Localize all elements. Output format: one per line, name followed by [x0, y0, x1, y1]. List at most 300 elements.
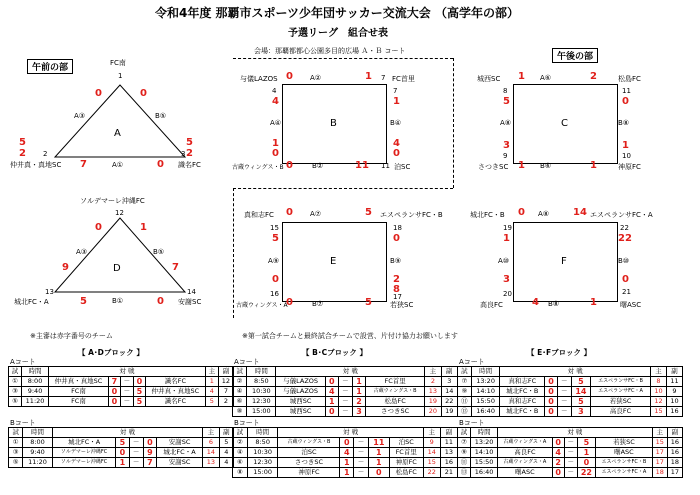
score: 0	[272, 274, 279, 285]
table-cell: 5	[577, 438, 595, 448]
note-setup: ※第一試合チームと最終試合チームで設営、片付け協力お願いします	[242, 332, 458, 340]
column-header: 副	[666, 367, 682, 377]
table-cell: 8	[651, 377, 667, 387]
score: 1	[393, 96, 400, 107]
table-cell: －	[120, 387, 133, 397]
table-cell: ⑧	[233, 468, 248, 478]
table-cell: 高良FC	[591, 407, 651, 417]
table-cell: ⑨	[458, 387, 472, 397]
table-cell: －	[354, 458, 369, 468]
column-header: 試	[9, 428, 23, 438]
table-cell: 与儀LAZOS	[276, 377, 325, 387]
column-header: 時間	[22, 367, 49, 377]
table-row	[233, 458, 458, 468]
score: 5	[503, 96, 510, 107]
page-subtitle: 予選リーグ 組合せ表	[288, 28, 388, 39]
table-row	[9, 458, 234, 468]
match-label: A③	[74, 112, 86, 120]
table-cell: 10:30	[247, 387, 276, 397]
match-label: B⑩	[618, 257, 630, 265]
table-cell: 12:30	[247, 458, 278, 468]
table-cell: 若狭SC	[591, 397, 651, 407]
table-cell: ⑦	[458, 438, 471, 448]
match-label: B⑤	[155, 112, 167, 120]
table-cell: 識名FC	[145, 377, 205, 387]
court-label: Aコート	[234, 358, 260, 366]
team: 与儀LAZOS	[240, 75, 278, 83]
note-referee: ※主審は赤字番号のチーム	[30, 332, 113, 340]
table-cell: 13:20	[471, 438, 498, 448]
score: 1	[590, 297, 597, 308]
table-cell: 14:10	[471, 387, 500, 397]
table-cell: 7	[108, 377, 120, 387]
table-header-row	[9, 428, 234, 438]
table-cell: 3	[441, 377, 457, 387]
table-cell: 15:50	[471, 397, 500, 407]
block-title: 【 E･Fブロック 】	[527, 348, 592, 357]
match-label: A③	[76, 248, 88, 256]
table-cell: 13	[440, 448, 457, 458]
table-row	[458, 407, 683, 417]
table-cell: FC首里	[389, 448, 423, 458]
table-cell: －	[338, 387, 352, 397]
table-cell: 12:30	[247, 397, 276, 407]
score: 1	[518, 71, 525, 82]
table-cell: エスペランサFC・A	[591, 387, 651, 397]
table-cell: －	[129, 458, 143, 468]
score: 1	[590, 160, 597, 171]
match-label: A⑦	[310, 210, 322, 218]
score: 0	[518, 207, 525, 218]
table-cell: 0	[368, 468, 389, 478]
table-cell: 古蔵ウィングス・A	[498, 458, 553, 468]
column-header: 主	[205, 367, 218, 377]
table-cell: 城北FC・B	[500, 407, 545, 417]
table-row	[458, 458, 683, 468]
score: 7	[172, 262, 179, 273]
column-header: 副	[218, 367, 233, 377]
morning-tag: 午前の部	[27, 59, 73, 74]
table-cell: FC首里	[366, 377, 425, 387]
group-letter-f: F	[561, 256, 567, 267]
table-cell: 13	[425, 387, 441, 397]
schedule-table	[232, 427, 458, 478]
table-cell: 15:00	[247, 468, 278, 478]
table-cell: 1	[352, 387, 365, 397]
team-num: 2	[43, 150, 48, 158]
table-cell: 10:30	[247, 448, 278, 458]
table-cell: －	[338, 407, 352, 417]
table-cell: さつきSC	[366, 407, 425, 417]
table-cell: ⑪	[458, 458, 471, 468]
table-row	[458, 397, 683, 407]
table-cell: 2	[552, 458, 564, 468]
score: 7	[80, 159, 87, 170]
court-label: Aコート	[10, 358, 36, 366]
schedule-table	[232, 366, 458, 417]
match-label: B⑦	[312, 300, 324, 308]
table-cell: 18	[652, 468, 667, 478]
column-header: 時間	[247, 367, 276, 377]
table-cell: －	[338, 397, 352, 407]
table-cell: 0	[116, 448, 129, 458]
score: 0	[393, 233, 400, 244]
table-cell: 神原FC	[278, 468, 340, 478]
table-cell: 19	[441, 407, 457, 417]
table-cell: 5	[205, 397, 218, 407]
table-cell: 14	[203, 448, 219, 458]
table-cell: 18	[667, 458, 682, 468]
column-header: 対 戦	[276, 367, 425, 377]
score: 22	[618, 233, 632, 244]
team-num: 8	[503, 87, 508, 95]
table-cell: 4	[219, 448, 233, 458]
schedule-table	[8, 427, 234, 468]
score: 1	[518, 160, 525, 171]
score: 0	[157, 159, 164, 170]
team-num: 4	[272, 87, 277, 95]
match-label: B⑤	[153, 248, 165, 256]
triangle-a	[55, 85, 185, 157]
court-label: Bコート	[10, 419, 36, 427]
match-label: A④	[270, 119, 282, 127]
table-cell: 神原FC	[389, 458, 423, 468]
table-cell: 高良FC	[498, 448, 553, 458]
score: 9	[62, 262, 69, 273]
table-cell: 15	[652, 438, 667, 448]
table-cell: ③	[9, 448, 23, 458]
table-cell: 与儀LAZOS	[276, 387, 325, 397]
table-cell: 16:40	[471, 468, 498, 478]
match-label: A①	[112, 161, 124, 169]
table-cell: 15	[423, 458, 440, 468]
table-cell: 13:20	[471, 377, 500, 387]
score: 0	[286, 207, 293, 218]
score: 2	[19, 148, 26, 159]
table-cell: 17	[652, 458, 667, 468]
table-row	[233, 438, 458, 448]
table-cell: －	[129, 448, 143, 458]
column-header: 主	[203, 428, 219, 438]
score: 3	[503, 274, 510, 285]
table-cell: 0	[325, 377, 338, 387]
table-cell: －	[564, 448, 577, 458]
schedule-table	[457, 427, 683, 478]
score: 2	[590, 71, 597, 82]
table-cell: 15:00	[247, 407, 276, 417]
team-a-top: FC南	[110, 59, 126, 67]
table-cell: 真和志FC	[500, 377, 545, 387]
table-cell: 古蔵ウィングス・B	[278, 438, 340, 448]
column-header: 主	[425, 367, 441, 377]
table-cell: 1	[340, 458, 354, 468]
table-cell: FC南	[49, 387, 109, 397]
match-label: B②	[312, 162, 324, 170]
table-cell: 5	[133, 387, 145, 397]
table-cell: ②	[233, 438, 248, 448]
score: 2	[393, 274, 400, 285]
team: 城北FC・B	[470, 211, 505, 219]
team: FC首里	[392, 75, 415, 83]
team-num: 9	[503, 152, 508, 160]
score: 0	[157, 296, 164, 307]
table-cell: 14	[441, 387, 457, 397]
table-cell: ソルデマーレ沖縄FC	[52, 448, 116, 458]
table-cell: －	[354, 438, 369, 448]
table-cell: 安謝SC	[156, 458, 202, 468]
table-cell: 0	[552, 438, 564, 448]
table-cell: ⑨	[458, 448, 471, 458]
team: 古蔵ウィングス・B	[232, 164, 284, 171]
group-letter-a: A	[114, 128, 121, 139]
team-num: 22	[620, 224, 629, 232]
table-cell: 0	[325, 407, 338, 417]
score: 0	[622, 96, 629, 107]
table-cell: 0	[143, 438, 156, 448]
table-cell: ⑦	[458, 377, 472, 387]
table-cell: 16	[667, 438, 682, 448]
table-cell: ⑤	[9, 458, 23, 468]
team: 松島FC	[618, 75, 641, 83]
score: 2	[186, 148, 193, 159]
table-cell: 12	[651, 397, 667, 407]
table-cell: 16	[440, 458, 457, 468]
table-row	[233, 468, 458, 478]
team: 泊SC	[394, 163, 411, 171]
column-header: 試	[233, 367, 247, 377]
score: 1	[140, 222, 147, 233]
column-header: 時間	[471, 367, 500, 377]
match-label: B⑨	[390, 257, 402, 265]
score: 5	[365, 207, 372, 218]
table-cell: 16	[666, 407, 682, 417]
table-cell: ②	[233, 377, 247, 387]
table-cell: 1	[340, 468, 354, 478]
table-cell: 0	[133, 377, 145, 387]
table-row	[9, 397, 234, 407]
table-row	[458, 377, 683, 387]
table-cell: 14	[423, 448, 440, 458]
table-cell: －	[354, 468, 369, 478]
team: エスペランサFC・A	[590, 211, 653, 219]
team: 若狭SC	[390, 301, 414, 309]
column-header: 時間	[23, 428, 52, 438]
table-cell: 仲井真・真地SC	[49, 377, 109, 387]
table-cell: 9	[143, 448, 156, 458]
table-cell: －	[557, 377, 571, 387]
team-num: 11	[381, 162, 390, 170]
table-cell: 16:40	[471, 407, 500, 417]
table-cell: FC南	[49, 397, 109, 407]
score: 0	[286, 297, 293, 308]
table-cell: ⑤	[9, 397, 22, 407]
match-label: B①	[112, 297, 124, 305]
team-a-right: 識名FC	[178, 161, 201, 169]
table-cell: 0	[545, 407, 558, 417]
table-cell: 1	[368, 448, 389, 458]
team-num: 16	[270, 290, 279, 298]
team-num: 13	[45, 288, 54, 296]
table-cell: －	[129, 438, 143, 448]
column-header: 対 戦	[49, 367, 206, 377]
table-cell: 古蔵ウィングス・B	[366, 387, 425, 397]
column-header: 対 戦	[278, 428, 423, 438]
block-title: 【 B･Cブロック 】	[302, 348, 368, 357]
table-cell: 城西SC	[276, 397, 325, 407]
score: 5	[80, 296, 87, 307]
table-cell: ①	[9, 438, 23, 448]
table-row	[233, 448, 458, 458]
team: 古蔵ウィングス・A	[236, 302, 288, 309]
table-cell: 14	[571, 387, 590, 397]
score: 5	[272, 233, 279, 244]
page-title: 令和4年度 那覇市スポーツ少年団サッカー交流大会 （高学年の部）	[155, 6, 519, 20]
column-header: 時間	[247, 428, 278, 438]
table-header-row	[233, 367, 458, 377]
table-cell: －	[557, 397, 571, 407]
team: 城西SC	[477, 75, 501, 83]
table-cell: 11	[666, 377, 682, 387]
match-label: A②	[310, 74, 322, 82]
table-cell: 17	[667, 468, 682, 478]
table-cell: 0	[108, 387, 120, 397]
table-cell: ⑥	[233, 458, 248, 468]
table-cell: 15	[651, 407, 667, 417]
table-cell: 2	[425, 377, 441, 387]
column-header: 試	[458, 367, 472, 377]
column-header: 副	[440, 428, 457, 438]
table-cell: ⑧	[233, 407, 247, 417]
table-cell: 松島FC	[389, 468, 423, 478]
score: 0	[95, 88, 102, 99]
score: 4	[272, 96, 279, 107]
table-header-row	[458, 428, 683, 438]
table-cell: ⑥	[233, 397, 247, 407]
column-header: 時間	[471, 428, 498, 438]
team-num: 21	[622, 288, 631, 296]
column-header: 副	[667, 428, 682, 438]
table-cell: 5	[133, 397, 145, 407]
court-label: Bコート	[459, 419, 485, 427]
table-cell: 22	[423, 468, 440, 478]
table-cell: 安謝SC	[156, 438, 202, 448]
table-cell: 2	[352, 397, 365, 407]
score: 4	[393, 138, 400, 149]
score: 8	[393, 284, 400, 295]
table-header-row	[9, 367, 234, 377]
table-cell: 城北FC・A	[156, 448, 202, 458]
afternoon-tag: 午後の部	[552, 48, 598, 63]
column-header: 対 戦	[498, 428, 653, 438]
match-label: B④	[390, 119, 402, 127]
table-cell: 若狭SC	[596, 438, 653, 448]
table-cell: 8:00	[22, 377, 49, 387]
column-header: 副	[219, 428, 233, 438]
table-cell: 19	[425, 397, 441, 407]
schedule-table	[457, 366, 683, 417]
team: 曙ASC	[620, 301, 642, 309]
table-header-row	[458, 367, 683, 377]
table-cell: 4	[552, 448, 564, 458]
match-label: B⑧	[618, 119, 630, 127]
group-letter-c: C	[561, 118, 568, 129]
table-cell: 城西SC	[276, 407, 325, 417]
team-num: 19	[503, 224, 512, 232]
table-cell: 1	[205, 377, 218, 387]
table-cell: 0	[577, 458, 595, 468]
table-row	[458, 468, 683, 478]
match-label: A⑧	[500, 119, 512, 127]
table-cell: 真和志FC	[500, 397, 545, 407]
table-cell: 5	[571, 377, 590, 387]
court-label: Bコート	[234, 419, 260, 427]
table-cell: 古蔵ウィングス・A	[498, 438, 553, 448]
team-a-left: 仲井真・真地SC	[10, 161, 62, 169]
team-num: 15	[270, 224, 279, 232]
table-cell: 11:20	[23, 458, 52, 468]
score: 0	[95, 222, 102, 233]
table-cell: 4	[340, 448, 354, 458]
table-cell: 仲井真・真地SC	[145, 387, 205, 397]
column-header: 主	[423, 428, 440, 438]
table-cell: 4	[205, 387, 218, 397]
table-row	[9, 448, 234, 458]
table-row	[233, 387, 458, 397]
table-cell: 6	[203, 438, 219, 448]
table-cell: 識名FC	[145, 397, 205, 407]
score: 0	[393, 148, 400, 159]
table-cell: 8:00	[23, 438, 52, 448]
group-letter-e: E	[330, 256, 337, 267]
table-cell: 5	[116, 438, 129, 448]
match-label: A⑨	[268, 257, 280, 265]
table-cell: エスペランサFC・B	[596, 458, 653, 468]
table-cell: 曙ASC	[596, 448, 653, 458]
team: エスペランサFC・B	[380, 211, 443, 219]
table-cell: ③	[9, 387, 22, 397]
column-header: 対 戦	[500, 367, 651, 377]
column-header: 主	[652, 428, 667, 438]
table-cell: －	[338, 377, 352, 387]
table-cell: 8:50	[247, 438, 278, 448]
group-letter-d: D	[113, 263, 121, 274]
table-cell: ④	[233, 448, 248, 458]
table-row	[233, 407, 458, 417]
table-cell: 1	[325, 397, 338, 407]
table-cell: 城北FC・B	[500, 387, 545, 397]
table-cell: 5	[219, 438, 233, 448]
column-header: 試	[458, 428, 471, 438]
table-cell: －	[354, 448, 369, 458]
table-cell: 7	[143, 458, 156, 468]
match-label: A⑧	[538, 210, 550, 218]
team-num: 18	[393, 224, 402, 232]
table-cell: ⑪	[458, 397, 472, 407]
table-cell: 0	[545, 387, 558, 397]
table-cell: 9	[423, 438, 440, 448]
table-row	[9, 438, 234, 448]
table-cell: －	[564, 438, 577, 448]
table-cell: 0	[552, 468, 564, 478]
table-row	[9, 377, 234, 387]
table-cell: 11:20	[22, 397, 49, 407]
column-header: 副	[441, 367, 457, 377]
team-num: 17	[393, 293, 402, 301]
schedule-table	[8, 366, 234, 407]
team-num: 11	[622, 87, 631, 95]
table-cell: 22	[441, 397, 457, 407]
table-cell: 9:40	[22, 387, 49, 397]
